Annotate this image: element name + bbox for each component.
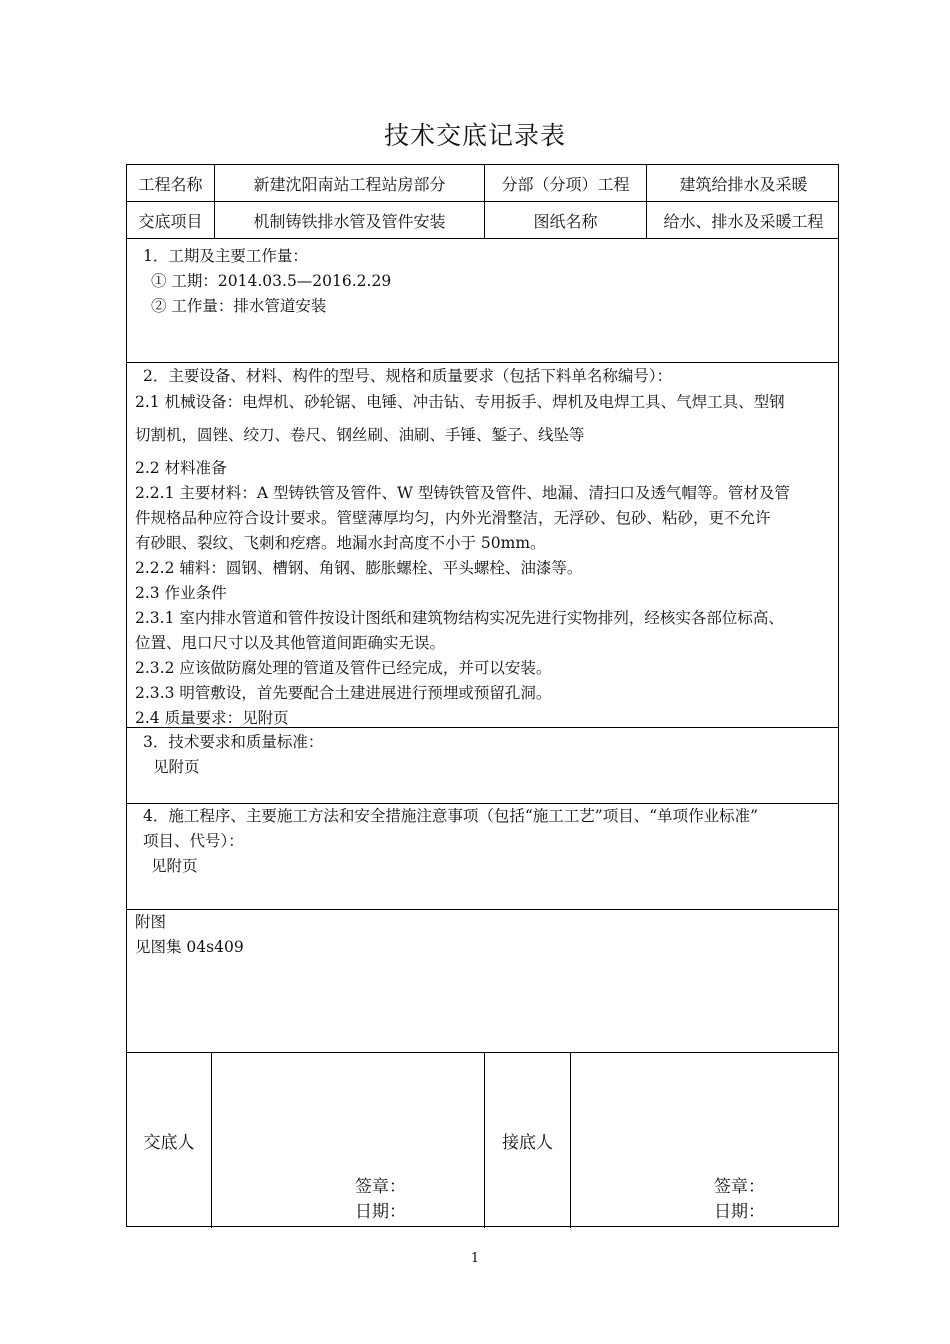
project-name-label: 工程名称	[127, 165, 215, 201]
section-equipment-materials	[127, 363, 838, 728]
section-2-line: 有砂眼、裂纹、飞刺和疙瘩。地漏水封高度不小于 50mm。	[135, 534, 546, 552]
header-row-1	[127, 165, 838, 202]
signature-row	[127, 1053, 838, 1228]
section-2-line: 2.4 质量要求：见附页	[135, 709, 289, 727]
section-schedule	[127, 239, 838, 363]
section-3-heading: 3．技术要求和质量标准：	[143, 733, 324, 751]
section-2-heading: 2．主要设备、材料、构件的型号、规格和质量要求（包括下料单名称编号）：	[143, 367, 673, 385]
section-2-line: 2.2.2 辅料：圆钢、槽钢、角钢、膨胀螺栓、平头螺栓、油漆等。	[135, 559, 583, 577]
section-2-line: 2.3.3 明管敷设，首先要配合土建进展进行预埋或预留孔洞。	[135, 684, 552, 702]
section-4-body: 见附页	[151, 857, 198, 875]
section-2-line: 2.2 材料准备	[135, 459, 227, 477]
section-2-line: 2.3.1 室内排水管道和管件按设计图纸和建筑物结构实况先进行实物排列，经核实各部位标高、	[135, 609, 784, 627]
subproject-label: 分部（分项）工程	[485, 165, 647, 201]
section-4-heading: 4．施工程序、主要施工方法和安全措施注意事项（包括“施工工艺”项目、“单项作业标准”	[143, 807, 759, 825]
section-2-line: 切割机，圆锉、绞刀、卷尺、钢丝刷、油刷、手锤、錾子、线坠等	[135, 426, 585, 444]
workload-line: ② 工作量：排水管道安装	[151, 297, 327, 315]
page-number: 1	[470, 1251, 480, 1266]
giver-label: 交底人	[127, 1053, 212, 1228]
attachment-body: 见图集 04s409	[135, 938, 244, 956]
giver-sign-area	[212, 1053, 485, 1228]
receiver-sign-area	[571, 1053, 840, 1228]
project-name-value: 新建沈阳南站工程站房部分	[215, 165, 485, 201]
drawing-name-label: 图纸名称	[485, 202, 647, 238]
receiver-seal-label: 签章：	[714, 1177, 765, 1197]
record-table	[126, 164, 839, 1227]
giver-date-label: 日期：	[355, 1202, 406, 1222]
section-4-heading-cont: 项目、代号）：	[143, 832, 244, 850]
briefing-item-value: 机制铸铁排水管及管件安装	[215, 202, 485, 238]
document-title: 技术交底记录表	[383, 121, 566, 150]
section-2-line: 2.2.1 主要材料：A 型铸铁管及管件、W 型铸铁管及管件、地漏、清扫口及透气帽等。管材及管	[135, 484, 790, 502]
schedule-line: ① 工期：2014.03.5—2016.2.29	[151, 272, 392, 290]
giver-seal-label: 签章：	[355, 1177, 406, 1197]
section-2-line: 2.3 作业条件	[135, 584, 227, 602]
section-attachment	[127, 910, 838, 1053]
section-2-line: 2.3.2 应该做防腐处理的管道及管件已经完成，并可以安装。	[135, 659, 552, 677]
section-1-heading: 1．工期及主要工作量：	[143, 247, 308, 265]
subproject-value: 建筑给排水及采暖	[679, 174, 808, 194]
section-technical-requirements	[127, 728, 838, 804]
section-2-line: 位置、甩口尺寸以及其他管道间距确实无误。	[135, 634, 446, 652]
briefing-item-label: 交底项目	[127, 202, 215, 238]
section-2-line: 2.1 机械设备：电焊机、砂轮锯、电锤、冲击钻、专用扳手、焊机及电焊工具、气焊工具、型钢	[135, 393, 785, 411]
attachment-heading: 附图	[135, 913, 167, 931]
drawing-name-value: 给水、排水及采暖工程	[663, 211, 824, 231]
section-3-body: 见附页	[153, 758, 200, 776]
receiver-date-label: 日期：	[714, 1202, 765, 1222]
header-row-2	[127, 202, 838, 239]
receiver-label: 接底人	[485, 1053, 571, 1228]
section-2-line: 件规格品种应符合设计要求。管壁薄厚均匀，内外光滑整洁，无浮砂、包砂、粘砂，更不允许	[135, 509, 771, 527]
section-construction-procedure	[127, 804, 838, 910]
